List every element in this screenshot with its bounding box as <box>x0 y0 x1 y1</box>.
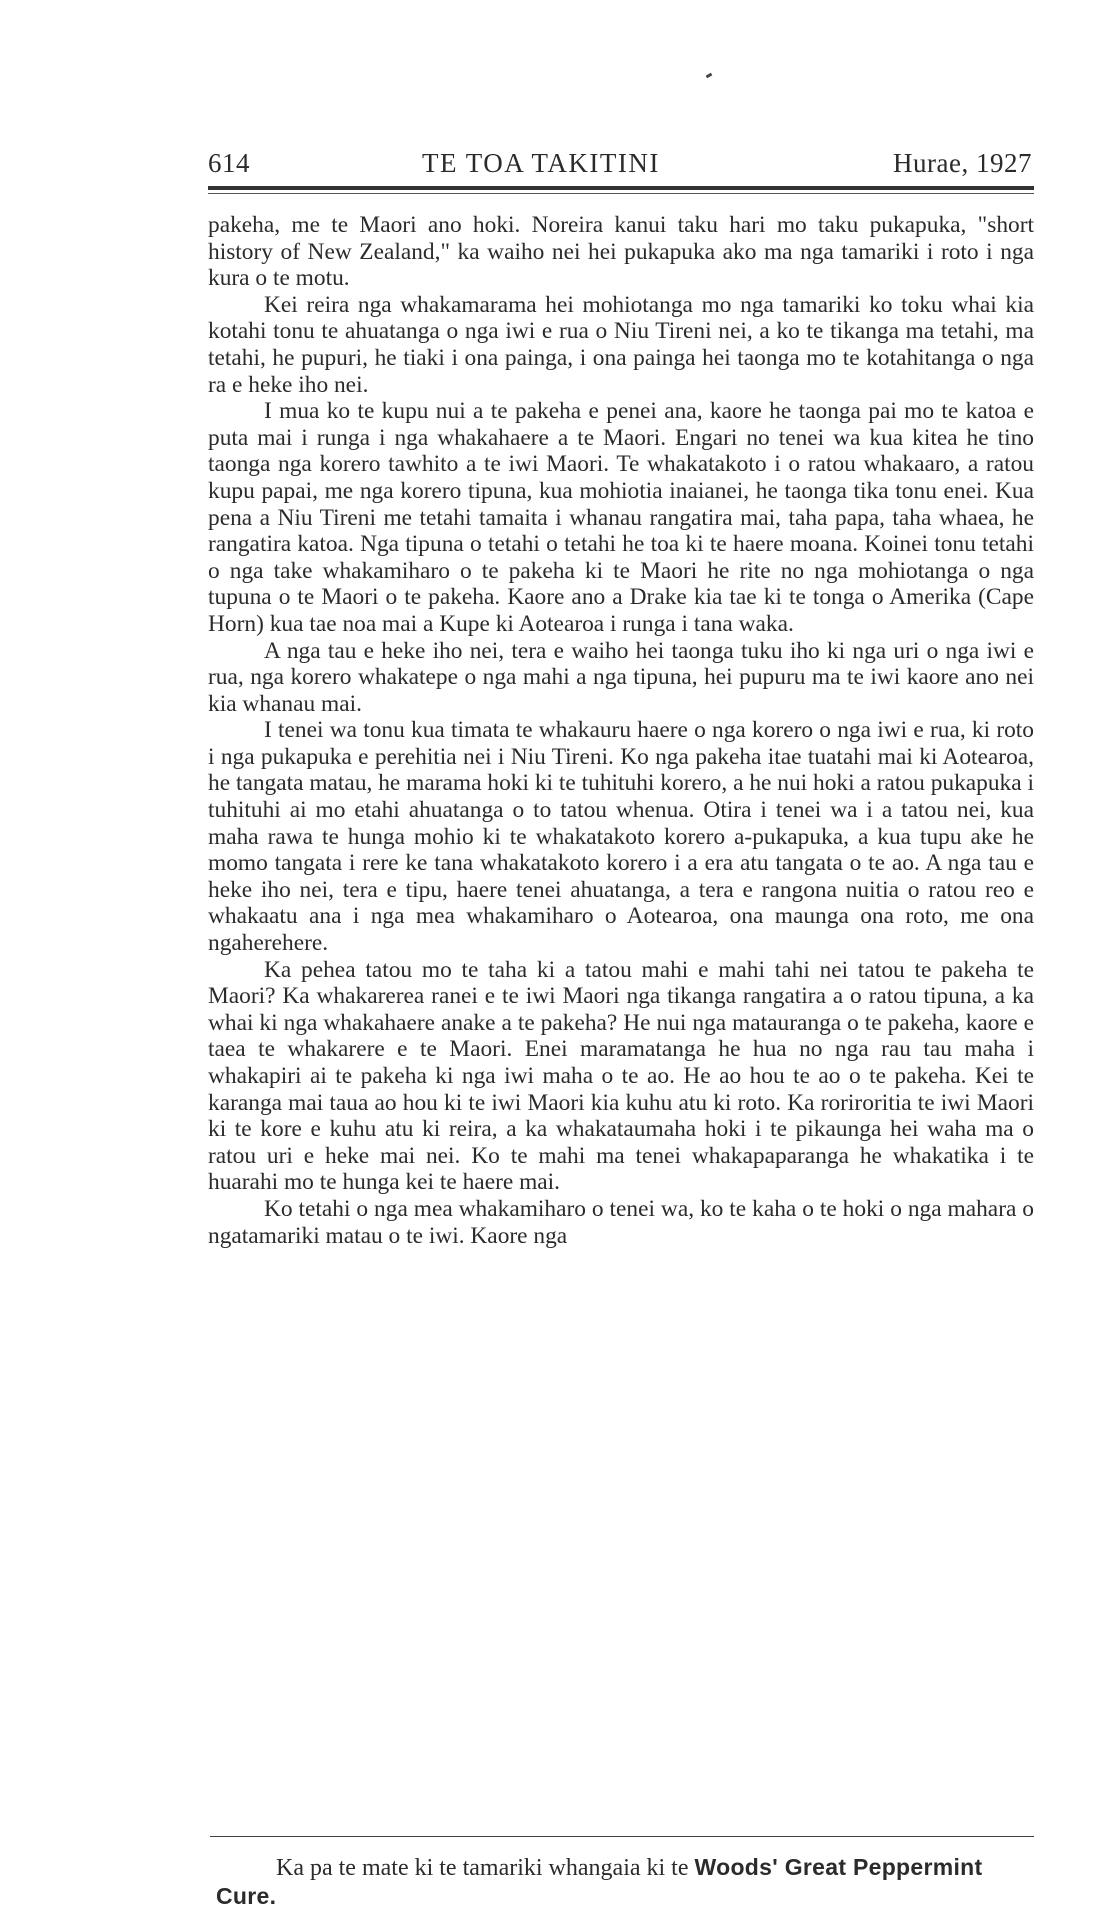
print-speck <box>706 73 713 79</box>
advertisement <box>216 1853 1034 1911</box>
header-rule-thick <box>208 186 1034 190</box>
journal-title: TE TOA TAKITINI <box>422 148 660 178</box>
page-header <box>208 148 1034 184</box>
paragraph-2: Kei reira nga whakamarama hei mohiotanga mo nga tamariki ko toku whai kia kotahi tonu te ahuatanga o nga iwi e rua o Niu Tireni nei, a ko te tikanga ma tetahi, ma tetahi, he pupuri, he tiaki i ona painga, i ona painga hei taonga mo te kotahitanga o nga ra e heke iho nei. <box>208 291 1034 398</box>
advertisement-brand: Woods' Great Peppermint Cure. <box>216 1854 983 1909</box>
issue-date: Hurae, 1927 <box>893 148 1032 178</box>
header-rule-thin <box>208 193 1034 194</box>
paragraph-7: Ko tetahi o nga mea whakamiharo o tenei wa, ko te kaha o te hoki o nga mahara o ngatamariki matau o te iwi. Kaore nga <box>208 1195 1034 1249</box>
paragraph-6: Ka pehea tatou mo te taha ki a tatou mahi e mahi tahi nei tatou te pakeha te Maori? Ka whakarerea ranei e te iwi Maori nga tikanga rangatira a o ratou tipuna, a ka whai ki nga whakahaere anake a te pakeha? He nui nga matauranga o te pakeha, kaore e taea te whakarere e te Maori. Enei maramatanga he hua no nga rau tau maha i whakapiri ai te pakeha ki nga iwi maha o te ao. He ao hou te ao o te pakeha. Kei te karanga mai taua ao hou ki te iwi Maori kia kuhu atu ki roto. Ka roriroritia te iwi Maori ki te kore e kuhu atu ki reira, a ka whakataumaha hoki i te pikaunga hei waha ma o ratou uri e heke mai nei. Ko te mahi ma tenei whakapaparanga he whakatika i te huarahi mo te hunga kei te haere mai. <box>208 956 1034 1196</box>
footer-rule <box>210 1836 1034 1837</box>
article-body <box>208 212 1034 1249</box>
paragraph-3: I mua ko te kupu nui a te pakeha e penei ana, kaore he taonga pai mo te katoa e puta mai i runga i nga whakahaere a te Maori. Engari no tenei wa kua kitea he tino taonga nga korero tawhito a te iwi Maori. Te whakatakoto i o ratou whakaaro, a ratou kupu papai, me nga korero tipuna, kua mohiotia inaianei, he taonga tika tonu enei. Kua pena a Niu Tireni me tetahi tamaita i whanau rangatira mai, taha papa, taha whaea, he rangatira katoa. Nga tipuna o tetahi o tetahi he toa ki te haere moana. Koinei tonu tetahi o nga take whakamiharo o te pakeha ki te Maori he rite no nga mohiotanga o nga tupuna o te Maori o te pakeha. Kaore ano a Drake kia tae ki te tonga o Amerika (Cape Horn) kua tae noa mai a Kupe ki Aotearoa i runga i tana waka. <box>208 398 1034 637</box>
advertisement-text: Ka pa te mate ki te tamariki whangaia ki te <box>276 1855 695 1881</box>
paragraph-4: A nga tau e heke iho nei, tera e waiho hei taonga tuku iho ki nga uri o nga iwi e rua, nga korero whakatepe o nga mahi a nga tipuna, hei pupuru ma te iwi kaore ano nei kia whanau mai. <box>208 637 1034 717</box>
page-number: 614 <box>208 148 250 178</box>
paragraph-5: I tenei wa tonu kua timata te whakauru haere o nga korero o nga iwi e rua, ki roto i nga pukapuka e perehitia nei i Niu Tireni. Ko nga pakeha itae tuatahi mai ki Aotearoa, he tangata matau, he marama hoki ki te tuhituhi korero, a he nui hoki a ratou pukapuka i tuhituhi ai mo etahi ahuatanga o to tatou whenua. Otira i tenei wa i a tatou nei, kua maha rawa te hunga mohio ki te whakatakoto korero a-pukapuka, a kua tupu ake he momo tangata i rere ke tana whakatakoto korero i a era atu tangata o te ao. A nga tau e heke iho nei, tera e tipu, haere tenei ahuatanga, a tera e rangona nuitia o ratou reo e whakaatu ana i nga mea whakamiharo o Aotearoa, ona maunga ona roto, me ona ngaherehere. <box>208 717 1034 957</box>
paragraph-1: pakeha, me te Maori ano hoki. Noreira kanui taku hari mo taku pukapuka, "short history of New Zealand," ka waiho nei hei pukapuka ako ma nga tamariki i roto i nga kura o te motu. <box>208 212 1034 292</box>
